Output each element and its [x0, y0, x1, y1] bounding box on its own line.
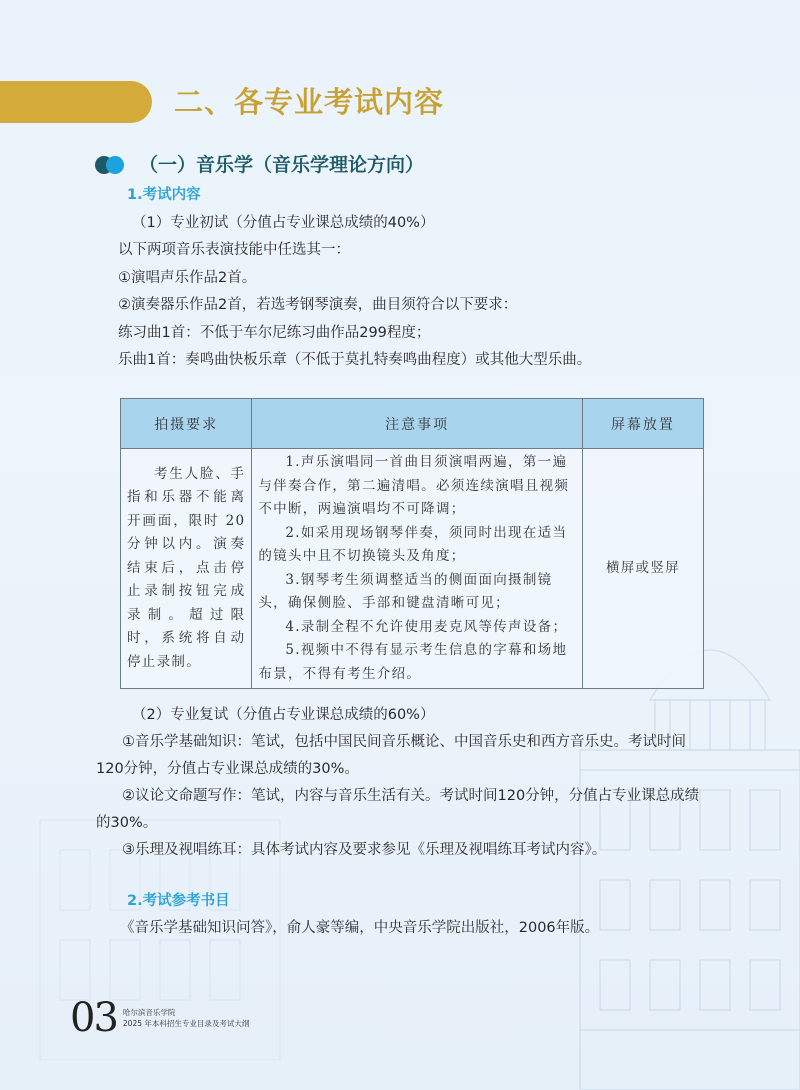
retest-item: ②议论文命题写作：笔试，内容与音乐生活有关。考试时间120分钟，分值占专业课总成绩的30%。 — [96, 788, 700, 831]
exam-content-section — [118, 182, 718, 375]
content-line: 以下两项音乐表演技能中任选其一： — [118, 242, 350, 258]
table-header-cell: 注意事项 — [252, 399, 583, 449]
content-line: 乐曲1首：奏鸣曲快板乐章（不低于莫扎特奏鸣曲程度）或其他大型乐曲。 — [118, 352, 592, 368]
shooting-requirements-cell: 考生人脸、手指和乐器不能离开画面，限时 20 分钟以内。演奏结束后，点击停止录制按钮完成录制。超过限时，系统将自动停止录制。 — [121, 449, 252, 689]
section-title: 二、各专业考试内容 — [174, 85, 445, 119]
subsection-header — [95, 152, 424, 178]
section-accent-bar — [0, 81, 152, 123]
double-circle-icon — [95, 155, 129, 175]
subsection-title: （一）音乐学（音乐学理论方向） — [139, 154, 425, 176]
retest-item: ③乐理及视唱练耳：具体考试内容及要求参见《乐理及视唱练耳考试内容》。 — [122, 842, 607, 858]
page-number: 03 — [70, 995, 117, 1041]
screen-orientation-cell: 横屏或竖屏 — [582, 449, 703, 689]
page-footer — [70, 996, 249, 1040]
retest-section — [96, 702, 718, 942]
table-header-cell: 屏幕放置 — [582, 399, 703, 449]
retest-title: （2）专业复试（分值占专业课总成绩的60%） — [132, 707, 435, 723]
table-header-row — [121, 399, 704, 449]
table-header-cell: 拍摄要求 — [121, 399, 252, 449]
note-item: 4.录制全程不允许使用麦克风等传声设备； — [285, 618, 568, 635]
table-row — [121, 449, 704, 689]
note-item: 1.声乐演唱同一首曲目须演唱两遍，第一遍与伴奏合作，第二遍清唱。必须连续演唱且视频不中断，两遍演唱均不可降调； — [258, 454, 570, 517]
institution-name: 哈尔滨音乐学院 — [122, 1008, 176, 1017]
note-item: 5.视频中不得有显示考生信息的字幕和场地布景，不得有考生介绍。 — [258, 642, 568, 682]
content-line: ①演唱声乐作品2首。 — [118, 269, 257, 286]
reference-item: 《音乐学基础知识问答》，俞人豪等编，中央音乐学院出版社，2006年版。 — [120, 920, 600, 936]
footer-caption — [123, 1007, 249, 1029]
content-line: 练习曲1首：不低于车尔尼练习曲作品299程度； — [118, 324, 431, 341]
references-heading: 2.考试参考书目 — [127, 893, 230, 909]
note-item: 3.钢琴考生须调整适当的侧面面向摄制镜头，确保侧脸、手部和键盘清晰可见； — [258, 571, 553, 611]
content-line: ②演奏器乐作品2首，若选考钢琴演奏，曲目须符合以下要求： — [118, 297, 518, 313]
notes-cell — [252, 449, 583, 689]
document-title: 2025 年本科招生专业目录及考试大纲 — [122, 1019, 250, 1028]
recording-requirements-table — [120, 398, 704, 689]
retest-item: ①音乐学基础知识：笔试，包括中国民间音乐概论、中国音乐史和西方音乐史。考试时间120分钟，分值占专业课总成绩的30%。 — [96, 734, 686, 777]
exam-content-heading: 1.考试内容 — [127, 187, 201, 203]
prelim-title: （1）专业初试（分值占专业课总成绩的40%） — [132, 214, 435, 231]
note-item: 2.如采用现场钢琴伴奏，须同时出现在适当的镜头中且不切换镜头及角度； — [258, 524, 568, 564]
